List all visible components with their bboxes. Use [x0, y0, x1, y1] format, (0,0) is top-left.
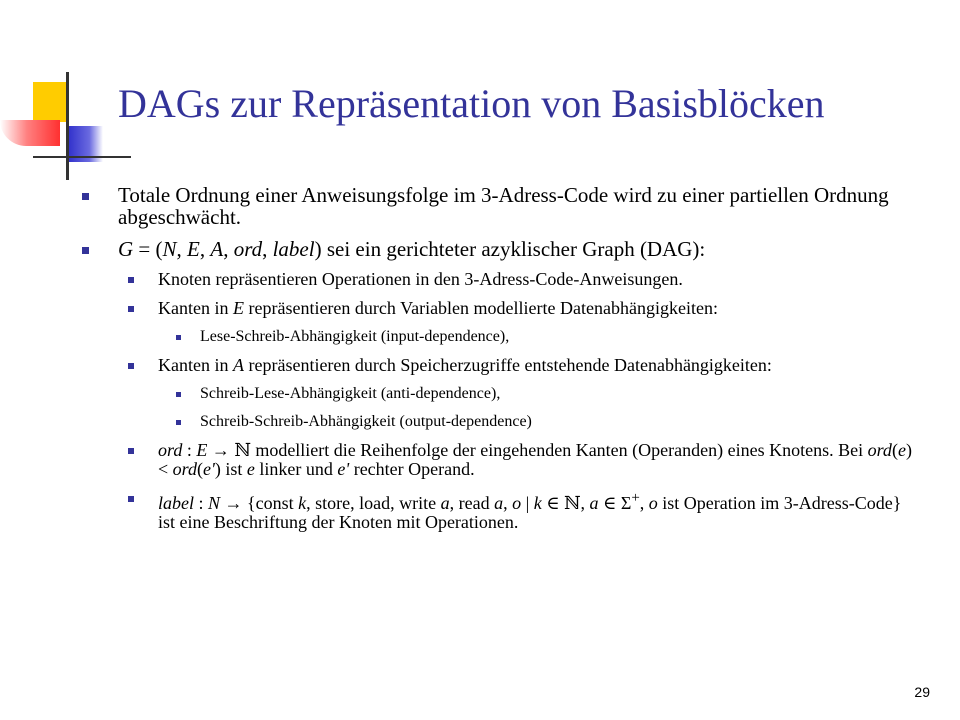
bullet-item-level-2: Kanten in A repräsentieren durch Speicherzugriffe entstehende Datenabhängigkeiten:	[128, 356, 922, 375]
bullet-item-level-1: Totale Ordnung einer Anweisungsfolge im 3-Adress-Code wird zu einer partiellen Ordnung abgeschwächt.	[82, 184, 922, 228]
bullet-item-level-1: G = (N, E, A, ord, label) sei ein gerichteter azyklischer Graph (DAG):	[82, 238, 922, 260]
bullet-item-level-2: ord : E → ℕ modelliert die Reihenfolge der eingehenden Kanten (Operanden) eines Knotens. Bei ord(e) < ord(e') ist e linker und e' rechter Operand.	[128, 441, 922, 479]
logo-red-square	[0, 120, 60, 146]
bullet-item-level-2: label : N → {const k, store, load, write a, read a, o | k ∈ ℕ, a ∈ Σ+, o ist Operation im 3-Adress-Code} ist eine Beschriftung der Knoten mit Operationen.	[128, 489, 922, 532]
bullet-item-level-3: Schreib-Schreib-Abhängigkeit (output-dependence)	[176, 413, 922, 431]
logo-yellow-square	[33, 82, 69, 122]
slide-logo-decoration	[0, 0, 130, 180]
slide-title: DAGs zur Repräsentation von Basisblöcken	[118, 81, 825, 126]
bullet-item-level-2: Kanten in E repräsentieren durch Variablen modellierte Datenabhängigkeiten:	[128, 299, 922, 318]
logo-vertical-line	[66, 72, 69, 180]
logo-horizontal-line	[33, 156, 131, 158]
bullet-list	[82, 184, 922, 542]
page-number: 29	[914, 684, 930, 700]
bullet-item-level-3: Lese-Schreib-Abhängigkeit (input-dependence),	[176, 328, 922, 346]
bullet-item-level-3: Schreib-Lese-Abhängigkeit (anti-dependence),	[176, 385, 922, 403]
bullet-item-level-2: Knoten repräsentieren Operationen in den 3-Adress-Code-Anweisungen.	[128, 270, 922, 289]
